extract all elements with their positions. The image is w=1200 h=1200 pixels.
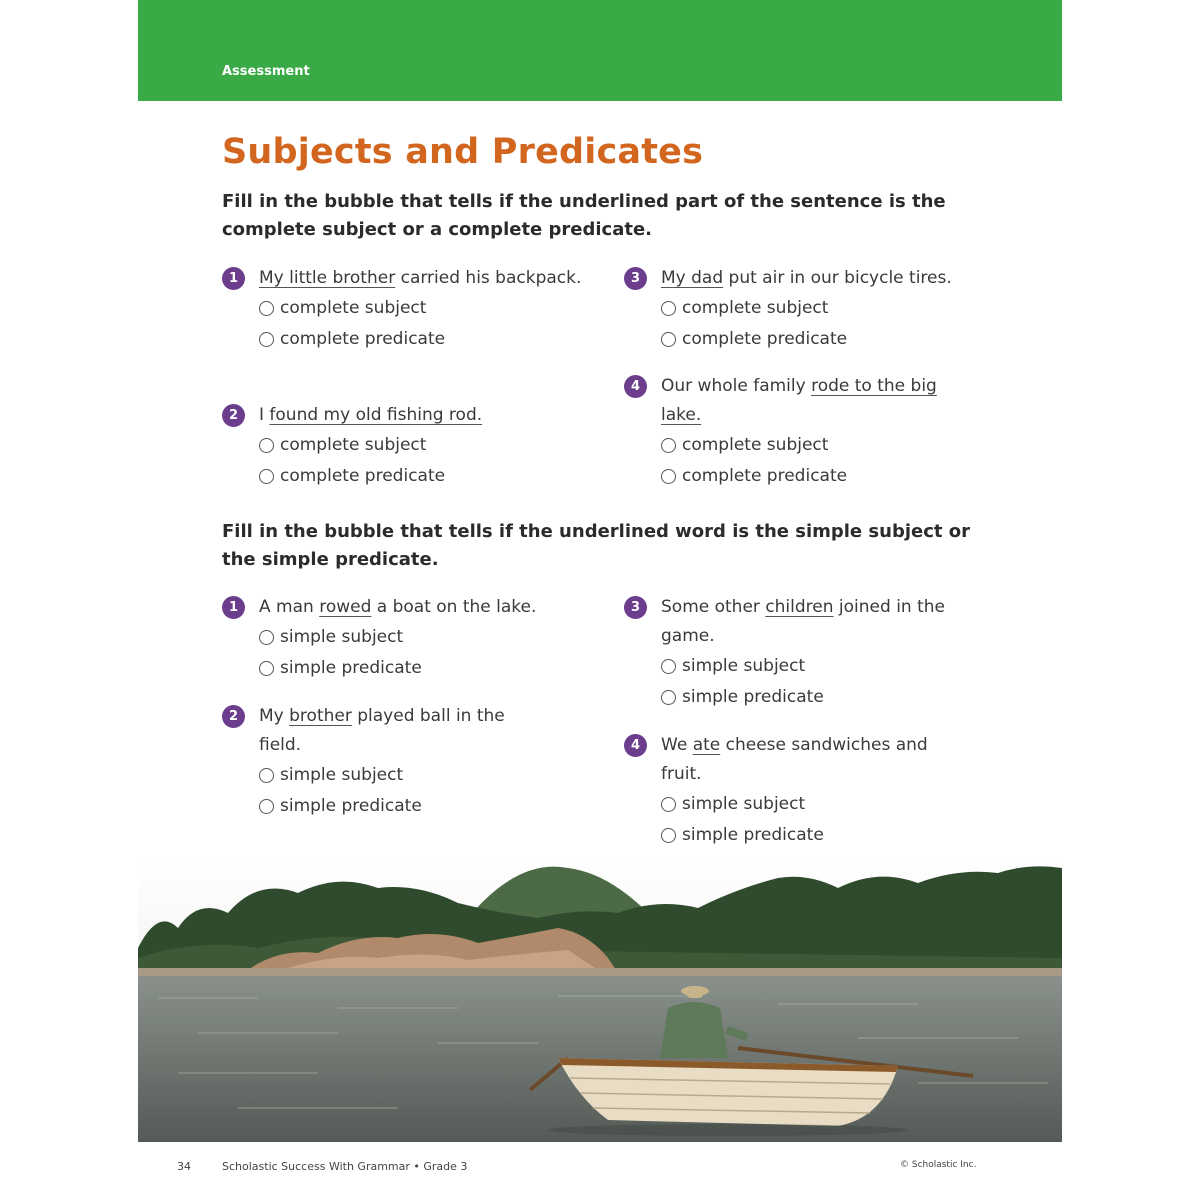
answer-option[interactable]: simple subject bbox=[259, 760, 519, 791]
underlined-part: rowed bbox=[319, 597, 372, 617]
radio-bubble-icon[interactable] bbox=[661, 438, 676, 453]
answer-option[interactable]: complete subject bbox=[661, 293, 991, 324]
question-text: Some other children joined in the game. bbox=[661, 597, 946, 646]
underlined-part: children bbox=[765, 597, 834, 617]
question-number-badge: 1 bbox=[222, 267, 245, 290]
answer-option[interactable]: simple predicate bbox=[259, 653, 589, 684]
question-text: My brother played ball in the field. bbox=[259, 706, 505, 755]
answer-option[interactable]: simple predicate bbox=[661, 682, 951, 713]
radio-bubble-icon[interactable] bbox=[661, 469, 676, 484]
page-number: 34 bbox=[177, 1160, 191, 1173]
s1-question-1 bbox=[228, 264, 589, 355]
question-text: We ate cheese sandwiches and fruit. bbox=[661, 735, 928, 784]
radio-bubble-icon[interactable] bbox=[259, 332, 274, 347]
underlined-part: My little brother bbox=[259, 268, 396, 288]
header-banner bbox=[138, 0, 1062, 101]
question-text: My dad put air in our bicycle tires. bbox=[661, 268, 952, 288]
section1-instruction: Fill in the bubble that tells if the underlined part of the sentence is the complete subject or a complete predicate. bbox=[222, 191, 946, 240]
question-text: I found my old fishing rod. bbox=[259, 405, 483, 425]
question-number-badge: 1 bbox=[222, 596, 245, 619]
radio-bubble-icon[interactable] bbox=[259, 799, 274, 814]
answer-option[interactable]: complete subject bbox=[661, 430, 951, 461]
s1-question-4 bbox=[630, 372, 951, 492]
question-number-badge: 2 bbox=[222, 705, 245, 728]
answer-option[interactable]: complete subject bbox=[259, 293, 589, 324]
answer-option[interactable]: simple predicate bbox=[259, 791, 519, 822]
radio-bubble-icon[interactable] bbox=[661, 828, 676, 843]
question-text: Our whole family rode to the big lake. bbox=[661, 376, 937, 425]
radio-bubble-icon[interactable] bbox=[661, 797, 676, 812]
radio-bubble-icon[interactable] bbox=[661, 332, 676, 347]
radio-bubble-icon[interactable] bbox=[259, 630, 274, 645]
lake-rowboat-photo bbox=[138, 858, 1062, 1142]
answer-option[interactable]: simple subject bbox=[661, 651, 951, 682]
question-text: A man rowed a boat on the lake. bbox=[259, 597, 537, 617]
radio-bubble-icon[interactable] bbox=[661, 301, 676, 316]
answer-option[interactable]: complete predicate bbox=[259, 324, 589, 355]
copyright: © Scholastic Inc. bbox=[900, 1160, 977, 1170]
answer-option[interactable]: complete predicate bbox=[259, 461, 589, 492]
question-number-badge: 3 bbox=[624, 267, 647, 290]
page-title: Subjects and Predicates bbox=[222, 132, 704, 172]
radio-bubble-icon[interactable] bbox=[661, 659, 676, 674]
underlined-part: rode to the big lake. bbox=[661, 376, 937, 425]
underlined-part: brother bbox=[289, 706, 352, 726]
radio-bubble-icon[interactable] bbox=[661, 690, 676, 705]
answer-option[interactable]: simple predicate bbox=[661, 820, 931, 851]
worksheet-page bbox=[138, 0, 1062, 1200]
section-label: Assessment bbox=[222, 64, 310, 79]
radio-bubble-icon[interactable] bbox=[259, 301, 274, 316]
answer-option[interactable]: complete subject bbox=[259, 430, 589, 461]
question-number-badge: 4 bbox=[624, 734, 647, 757]
s1-question-3 bbox=[630, 264, 991, 355]
s2-question-4 bbox=[630, 731, 931, 851]
radio-bubble-icon[interactable] bbox=[259, 469, 274, 484]
underlined-part: My dad bbox=[661, 268, 724, 288]
question-number-badge: 3 bbox=[624, 596, 647, 619]
s2-question-1 bbox=[228, 593, 589, 684]
section2-instruction: Fill in the bubble that tells if the underlined word is the simple subject or the simple predicate. bbox=[222, 521, 970, 570]
answer-option[interactable]: simple subject bbox=[661, 789, 931, 820]
s2-question-3 bbox=[630, 593, 951, 713]
s1-question-2 bbox=[228, 401, 589, 492]
answer-option[interactable]: complete predicate bbox=[661, 461, 951, 492]
question-text: My little brother carried his backpack. bbox=[259, 268, 582, 288]
question-number-badge: 2 bbox=[222, 404, 245, 427]
underlined-part: ate bbox=[692, 735, 721, 755]
answer-option[interactable]: complete predicate bbox=[661, 324, 991, 355]
radio-bubble-icon[interactable] bbox=[259, 768, 274, 783]
answer-option[interactable]: simple subject bbox=[259, 622, 589, 653]
s2-question-2 bbox=[228, 702, 519, 822]
book-title: Scholastic Success With Grammar • Grade 3 bbox=[222, 1160, 468, 1173]
radio-bubble-icon[interactable] bbox=[259, 438, 274, 453]
radio-bubble-icon[interactable] bbox=[259, 661, 274, 676]
underlined-part: found my old fishing rod. bbox=[269, 405, 483, 425]
question-number-badge: 4 bbox=[624, 375, 647, 398]
